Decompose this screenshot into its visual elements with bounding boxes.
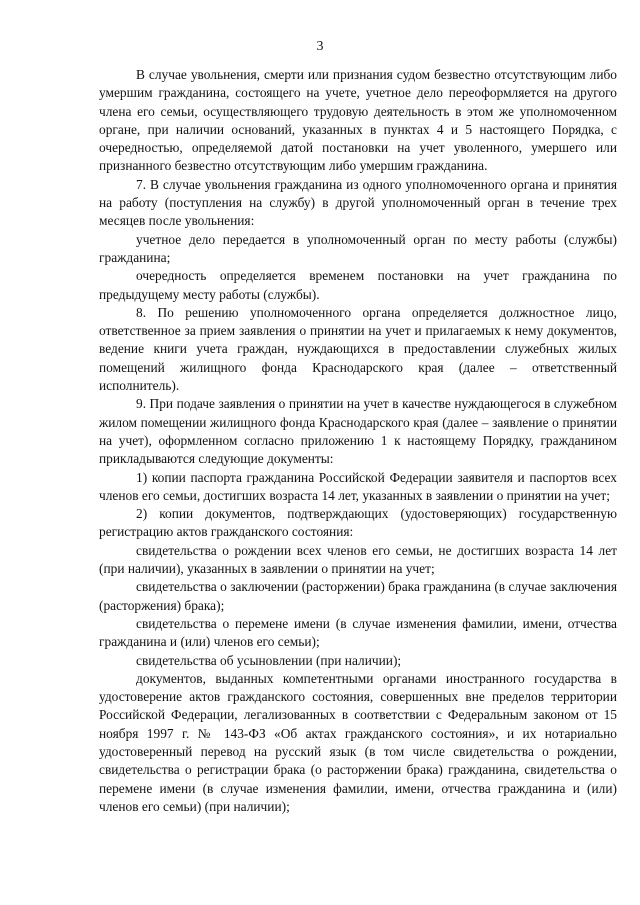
paragraph: 9. При подаче заявления о принятии на учет в качестве нуждающегося в служебном жилом помещении жилищного фонда Краснодарского края (далее – заявление о принятии на учет), оформленном согласно приложению 1 к настоящему Порядку, гражданином прикладываются следующие документы:	[99, 396, 617, 467]
paragraph: свидетельства о рождении всех членов его семьи, не достигших возраста 14 лет (при наличии), указанных в заявлении о принятии на учет;	[99, 542, 617, 577]
document-body	[99, 66, 617, 816]
paragraph: В случае увольнения, смерти или признания судом безвестно отсутствующим либо умершим гражданина, состоящего на учете, учетное дело переоформляется на другого члена его семьи, осуществляющего трудовую деятельность в этом же уполномоченном органе, при наличии оснований, указанных в пунктах 4 и 5 настоящего Порядка, с очередностью, определяемой датой постановки на учет уволенного, умершего или признанного безвестно отсутствующим либо умершим гражданина.	[99, 67, 617, 174]
paragraph: 1) копии паспорта гражданина Российской Федерации заявителя и паспортов всех членов его семьи, достигших возраста 14 лет, указанных в заявлении о принятии на учет;	[99, 469, 617, 503]
paragraph: свидетельства об усыновлении (при наличии);	[136, 652, 402, 668]
paragraph: учетное дело передается в уполномоченный орган по месту работы (службы) гражданина;	[99, 231, 617, 265]
paragraph: 7. В случае увольнения гражданина из одного уполномоченного органа и принятия на работу (поступления на службу) в другой уполномоченный орган в течение трех месяцев после увольнения:	[99, 176, 617, 229]
paragraph: очередность определяется временем постановки на учет гражданина по предыдущему месту работы (службы).	[99, 268, 617, 302]
paragraph: 8. По решению уполномоченного органа определяется должностное лицо, ответственное за прием заявления о принятии на учет и прилагаемых к нему документов, ведение книги учета граждан, нуждающихся в предоставлении служебных жилых помещений жилищного фонда Краснодарского края (далее – ответственный исполнитель).	[99, 304, 617, 394]
paragraph: 2) копии документов, подтверждающих (удостоверяющих) государственную регистрацию актов гражданского состояния:	[99, 506, 617, 540]
page-number: 3	[316, 39, 324, 54]
paragraph: документов, выданных компетентными органами иностранного государства в удостоверение актов гражданского состояния, совершенных вне пределов территории Российской Федерации, легализованных в соответствии с Федеральным законом от 15 ноября 1997 г. № 143-ФЗ «Об актах гражданского состояния», и их нотариально удостоверенный перевод на русский язык (в том числе свидетельства о рождении, свидетельства о регистрации брака (о расторжении брака) гражданина, свидетельства о перемене имени (в случае изменения фамилии, имени, отчества гражданина и (или) членов его семьи) (при наличии);	[99, 670, 617, 814]
paragraph: свидетельства о перемене имени (в случае изменения фамилии, имени, отчества гражданина и (или) членов его семьи);	[99, 615, 617, 650]
paragraph: свидетельства о заключении (расторжении) брака гражданина (в случае заключения (расторжения) брака);	[99, 579, 617, 613]
